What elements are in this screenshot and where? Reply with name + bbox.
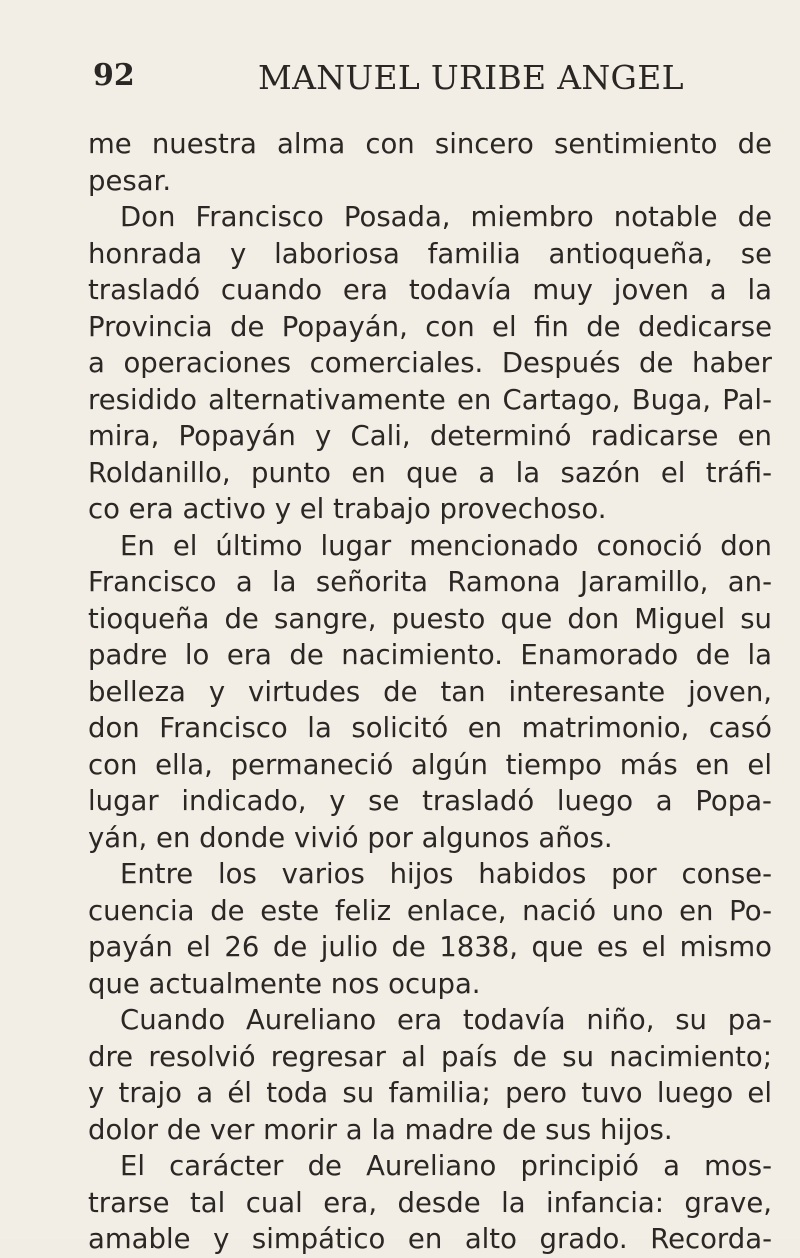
text-line: honrada y laboriosa familia antioqueña, se: [88, 237, 772, 270]
text-line: yán, en donde vivió por algunos años.: [88, 821, 613, 854]
text-line: El carácter de Aureliano principió a mos-: [120, 1150, 772, 1182]
text-line: amable y simpático en alto grado. Recorda-: [88, 1223, 772, 1255]
text-line: Francisco a la señorita Ramona Jaramillo, an-: [88, 566, 772, 598]
running-title: MANUEL URIBE ANGEL: [258, 58, 684, 97]
text-line: Entre los varios hijos habidos por conse-: [120, 858, 772, 890]
text-line: trasladó cuando era todavía muy joven a la: [88, 274, 772, 306]
text-line: padre lo era de nacimiento. Enamorado de la: [88, 639, 772, 671]
text-line: cuencia de este feliz enlace, nació uno en Po-: [88, 894, 772, 927]
text-line: Provincia de Popayán, con el fin de dedicarse: [88, 310, 772, 343]
text-line: dre resolvió regresar al país de su nacimiento;: [88, 1040, 772, 1073]
text-line: En el último lugar mencionado conoció don: [120, 529, 772, 562]
text-line: mira, Popayán y Cali, determinó radicarse en: [88, 420, 772, 452]
text-line: a operaciones comerciales. Después de haber: [88, 347, 772, 379]
text-line: don Francisco la solicitó en matrimonio, casó: [88, 712, 772, 744]
text-line: Roldanillo, punto en que a la sazón el tráfi-: [88, 456, 772, 489]
text-line: me nuestra alma con sincero sentimiento de: [88, 128, 772, 160]
text-line: con ella, permaneció algún tiempo más en el: [88, 748, 772, 781]
text-line: residido alternativamente en Cartago, Buga, Pal-: [88, 383, 772, 416]
text-line: dolor de ver morir a la madre de sus hijos.: [88, 1113, 673, 1146]
text-line: y trajo a él toda su familia; pero tuvo luego el: [88, 1077, 772, 1109]
text-line: belleza y virtudes de tan interesante joven,: [88, 675, 772, 708]
text-line: que actualmente nos ocupa.: [88, 967, 481, 1000]
text-line: payán el 26 de julio de 1838, que es el mismo: [88, 931, 772, 963]
text-line: Cuando Aureliano era todavía niño, su pa-: [120, 1004, 772, 1036]
body-text: [88, 126, 772, 1258]
page-number: 92: [93, 58, 135, 93]
text-line: lugar indicado, y se trasladó luego a Popa-: [88, 785, 772, 817]
text-line: pesar.: [88, 164, 172, 197]
text-line: trarse tal cual era, desde la infancia: grave,: [88, 1186, 772, 1219]
text-line: tioqueña de sangre, puesto que don Miguel su: [88, 602, 772, 635]
text-line: Don Francisco Posada, miembro notable de: [120, 201, 772, 233]
text-line: co era activo y el trabajo provechoso.: [88, 493, 607, 525]
page-header: [0, 58, 800, 108]
